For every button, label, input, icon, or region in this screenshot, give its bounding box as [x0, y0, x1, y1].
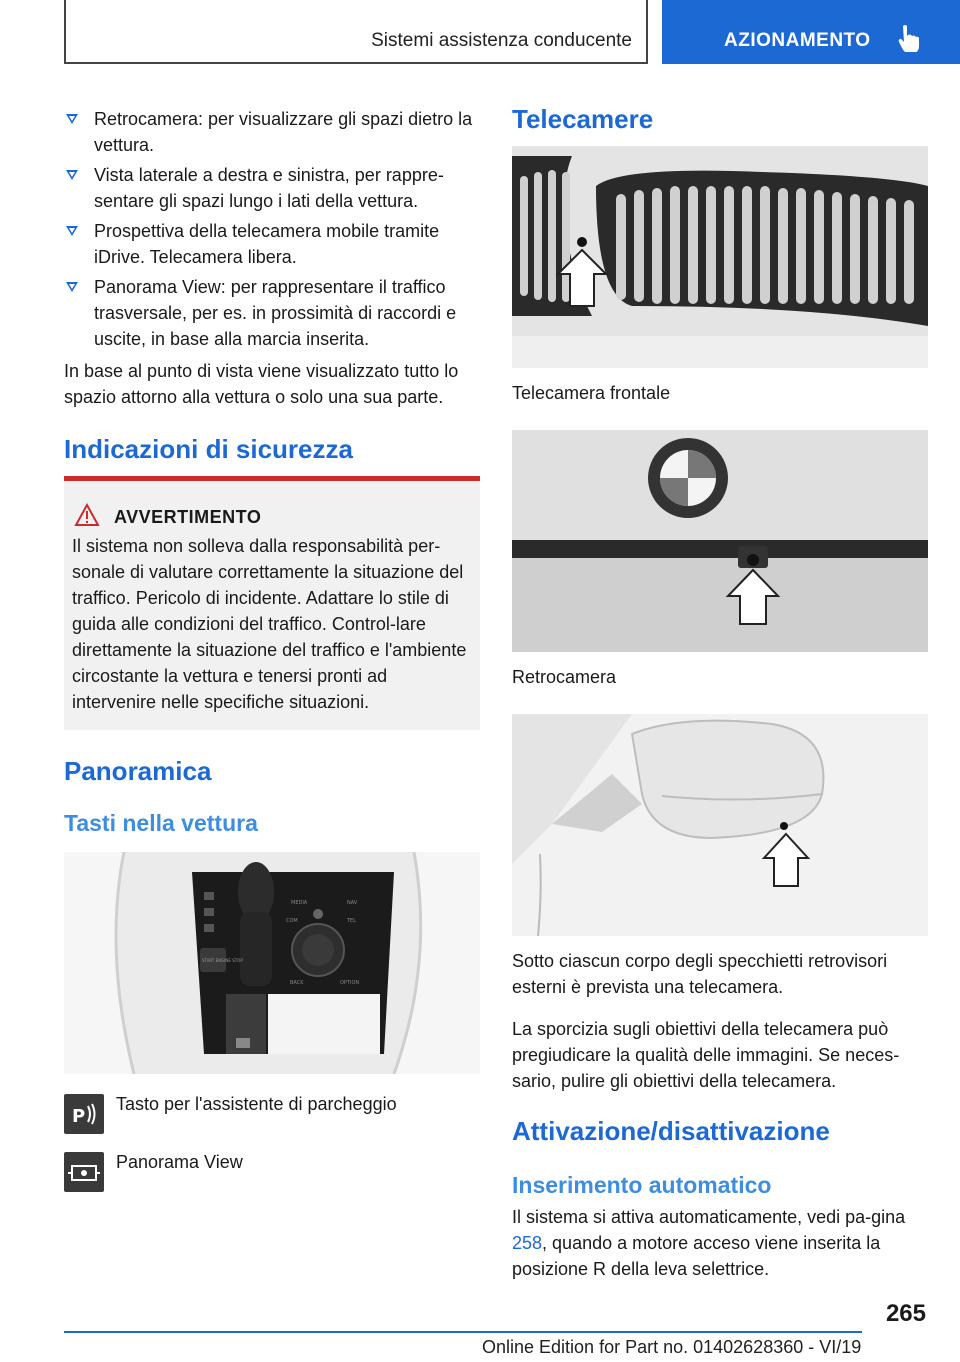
panorama-view-icon [64, 1152, 104, 1192]
console-back-label: BACK [290, 980, 304, 986]
activation-paragraph [512, 1204, 928, 1282]
list-item [64, 218, 480, 270]
console-option-label: OPTION [340, 980, 360, 986]
header-section-title: Sistemi assistenza conducente [371, 30, 632, 51]
panorama-view-label: Panorama View [116, 1152, 243, 1172]
front-camera-caption: Telecamera frontale [512, 383, 671, 403]
bullet-text: Vista laterale a destra e sinistra, per rappre-sentare gli spazi lungo i lati della vettura. [94, 165, 444, 211]
parking-assistant-icon [64, 1094, 104, 1134]
warning-title: AVVERTIMENTO [114, 507, 262, 527]
warning-text: Il sistema non solleva dalla responsabilità per-sonale di valutare correttamente la situazione del traffico. Pericolo di incidente. Adattare lo stile di guida alle condizioni del traffico. Control-lare direttamente la situazione del traffico e l'ambiente circostante la vettura e tenersi pronti ad intervenire nelle specifiche situazioni. [72, 536, 467, 712]
bullet-triangle-icon [66, 226, 78, 236]
activation-text-end: , quando a motore acceso viene inserita la posizione R della leva selettrice. [512, 1233, 881, 1279]
mirror-camera-photo [512, 714, 928, 936]
intro-paragraph: In base al punto di vista viene visualizzato tutto lo spazio attorno alla vettura o solo una sua parte. [64, 361, 459, 407]
bullet-text: Panorama View: per rappresentare il traffico trasversale, per es. in prossimità di raccordi e uscite, in base alla marcia inserita. [94, 277, 457, 349]
bullet-triangle-icon [66, 282, 78, 292]
footer-divider [64, 1331, 862, 1333]
bullet-triangle-icon [66, 170, 78, 180]
automatic-activation-subheading: Inserimento automatico [512, 1172, 772, 1198]
svg-text:P: P [72, 1106, 86, 1127]
buttons-subheading: Tasti nella vettura [64, 810, 258, 836]
camera-cleaning-note: La sporcizia sugli obiettivi della telecamera può pregiudicare la qualità delle immagini. Se neces-sario, pulire gli obiettivi della telecamera. [512, 1019, 900, 1091]
hand-pointer-icon [898, 24, 920, 52]
console-media-label: MEDIA [291, 900, 308, 906]
bullet-triangle-icon [66, 114, 78, 124]
list-item [64, 162, 480, 214]
mirror-camera-caption: Sotto ciascun corpo degli specchietti retrovisori esterni è prevista una telecamera. [512, 951, 888, 997]
safety-heading: Indicazioni di sicurezza [64, 434, 353, 464]
list-item [64, 274, 480, 352]
activation-heading: Attivazione/disattivazione [512, 1116, 830, 1146]
cameras-heading: Telecamere [512, 104, 654, 134]
rear-camera-caption: Retrocamera [512, 667, 617, 687]
console-start-stop-label: START ENGINE STOP [202, 958, 243, 963]
activation-text-start: Il sistema si attiva automaticamente, vedi pa-gina [512, 1207, 906, 1227]
footer-edition-text: Online Edition for Part no. 01402628360 - VI/19 [482, 1337, 862, 1357]
page-number: 265 [885, 1300, 926, 1327]
bullet-text: Retrocamera: per visualizzare gli spazi dietro la vettura. [94, 109, 473, 155]
list-item [64, 106, 480, 158]
parking-assistant-label: Tasto per l'assistente di parcheggio [116, 1094, 397, 1114]
center-console-photo [64, 852, 480, 1074]
console-tel-label: TEL [347, 918, 356, 924]
bullet-text: Prospettiva della telecamera mobile tramite iDrive. Telecamera libera. [94, 221, 440, 267]
header-section-box [64, 0, 648, 64]
warning-triangle-icon [74, 503, 100, 527]
rear-camera-photo [512, 430, 928, 652]
warning-box [64, 476, 480, 730]
header-chapter-tab [662, 0, 960, 64]
overview-heading: Panoramica [64, 756, 212, 786]
front-camera-photo [512, 146, 928, 368]
header-chapter-label: AZIONAMENTO [724, 30, 871, 51]
page-reference-link[interactable]: 258 [512, 1233, 543, 1253]
console-nav-label: NAV [347, 900, 358, 906]
console-com-label: COM [286, 918, 298, 924]
